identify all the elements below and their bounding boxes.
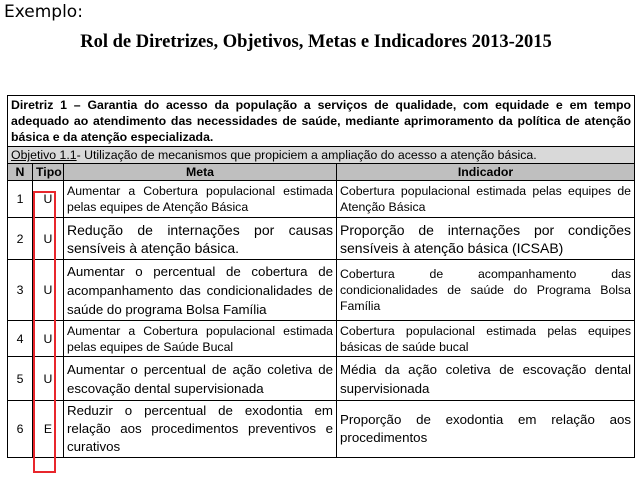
objetivo-label: Objetivo 1.1 <box>11 148 77 162</box>
row-meta: Aumentar a Cobertura populacional estimada pelas equipes de Saúde Bucal <box>64 321 337 357</box>
objetivo-cell <box>8 147 635 164</box>
row-number: 1 <box>8 181 33 218</box>
row-meta: Aumentar o percentual de ação coletiva de escovação dental supervisionada <box>64 357 337 401</box>
column-header-n: N <box>8 164 33 181</box>
document-title-text: Rol de Diretrizes, Objetivos, Metas e Indicadores 2013-2015 <box>80 32 552 52</box>
table-row <box>8 321 635 357</box>
row-number: 5 <box>8 357 33 401</box>
row-indicador: Proporção de exodontia em relação aos procedimentos <box>337 401 635 458</box>
row-indicador: Média da ação coletiva de escovação dental supervisionada <box>337 357 635 401</box>
row-tipo: U <box>33 260 64 321</box>
row-number: 3 <box>8 260 33 321</box>
document-title <box>0 32 638 53</box>
row-number: 6 <box>8 401 33 458</box>
table-row <box>8 401 635 458</box>
row-tipo: U <box>33 218 64 260</box>
row-meta: Aumentar o percentual de cobertura de acompanhamento das condicionalidades de saúde do programa Bolsa Família <box>64 260 337 321</box>
row-tipo: U <box>33 357 64 401</box>
column-header-tipo: Tipo <box>33 164 64 181</box>
table-row <box>8 181 635 218</box>
slide-label: Exemplo: <box>4 2 83 22</box>
row-tipo: E <box>33 401 64 458</box>
row-number: 2 <box>8 218 33 260</box>
table-row <box>8 260 635 321</box>
guidelines-table <box>7 95 635 458</box>
row-meta: Aumentar a Cobertura populacional estimada pelas equipes de Atenção Básica <box>64 181 337 218</box>
diretriz-cell: Diretriz 1 – Garantia do acesso da população a serviços de qualidade, com equidade e em tempo adequado ao atendimento das necessidades de saúde, mediante aprimoramento da política de atenção básica e da atenção especializada. <box>8 96 635 147</box>
row-number: 4 <box>8 321 33 357</box>
row-indicador: Proporção de internações por condições sensíveis à atenção básica (ICSAB) <box>337 218 635 260</box>
table-row <box>8 357 635 401</box>
row-indicador: Cobertura populacional estimada pelas equipes básicas de saúde bucal <box>337 321 635 357</box>
row-indicador: Cobertura populacional estimada pelas equipes de Atenção Básica <box>337 181 635 218</box>
row-indicador: Cobertura de acompanhamento das condicionalidades de saúde do Programa Bolsa Família <box>337 260 635 321</box>
row-meta: Redução de internações por causas sensíveis à atenção básica. <box>64 218 337 260</box>
table-header-row <box>8 164 635 181</box>
objetivo-text: - Utilização de mecanismos que propiciem a ampliação do acesso a atenção básica. <box>76 148 537 162</box>
column-header-meta: Meta <box>64 164 337 181</box>
row-meta: Reduzir o percentual de exodontia em relação aos procedimentos preventivos e curativos <box>64 401 337 458</box>
row-tipo: U <box>33 321 64 357</box>
column-header-indicador: Indicador <box>337 164 635 181</box>
row-tipo: U <box>33 181 64 218</box>
table-row <box>8 218 635 260</box>
